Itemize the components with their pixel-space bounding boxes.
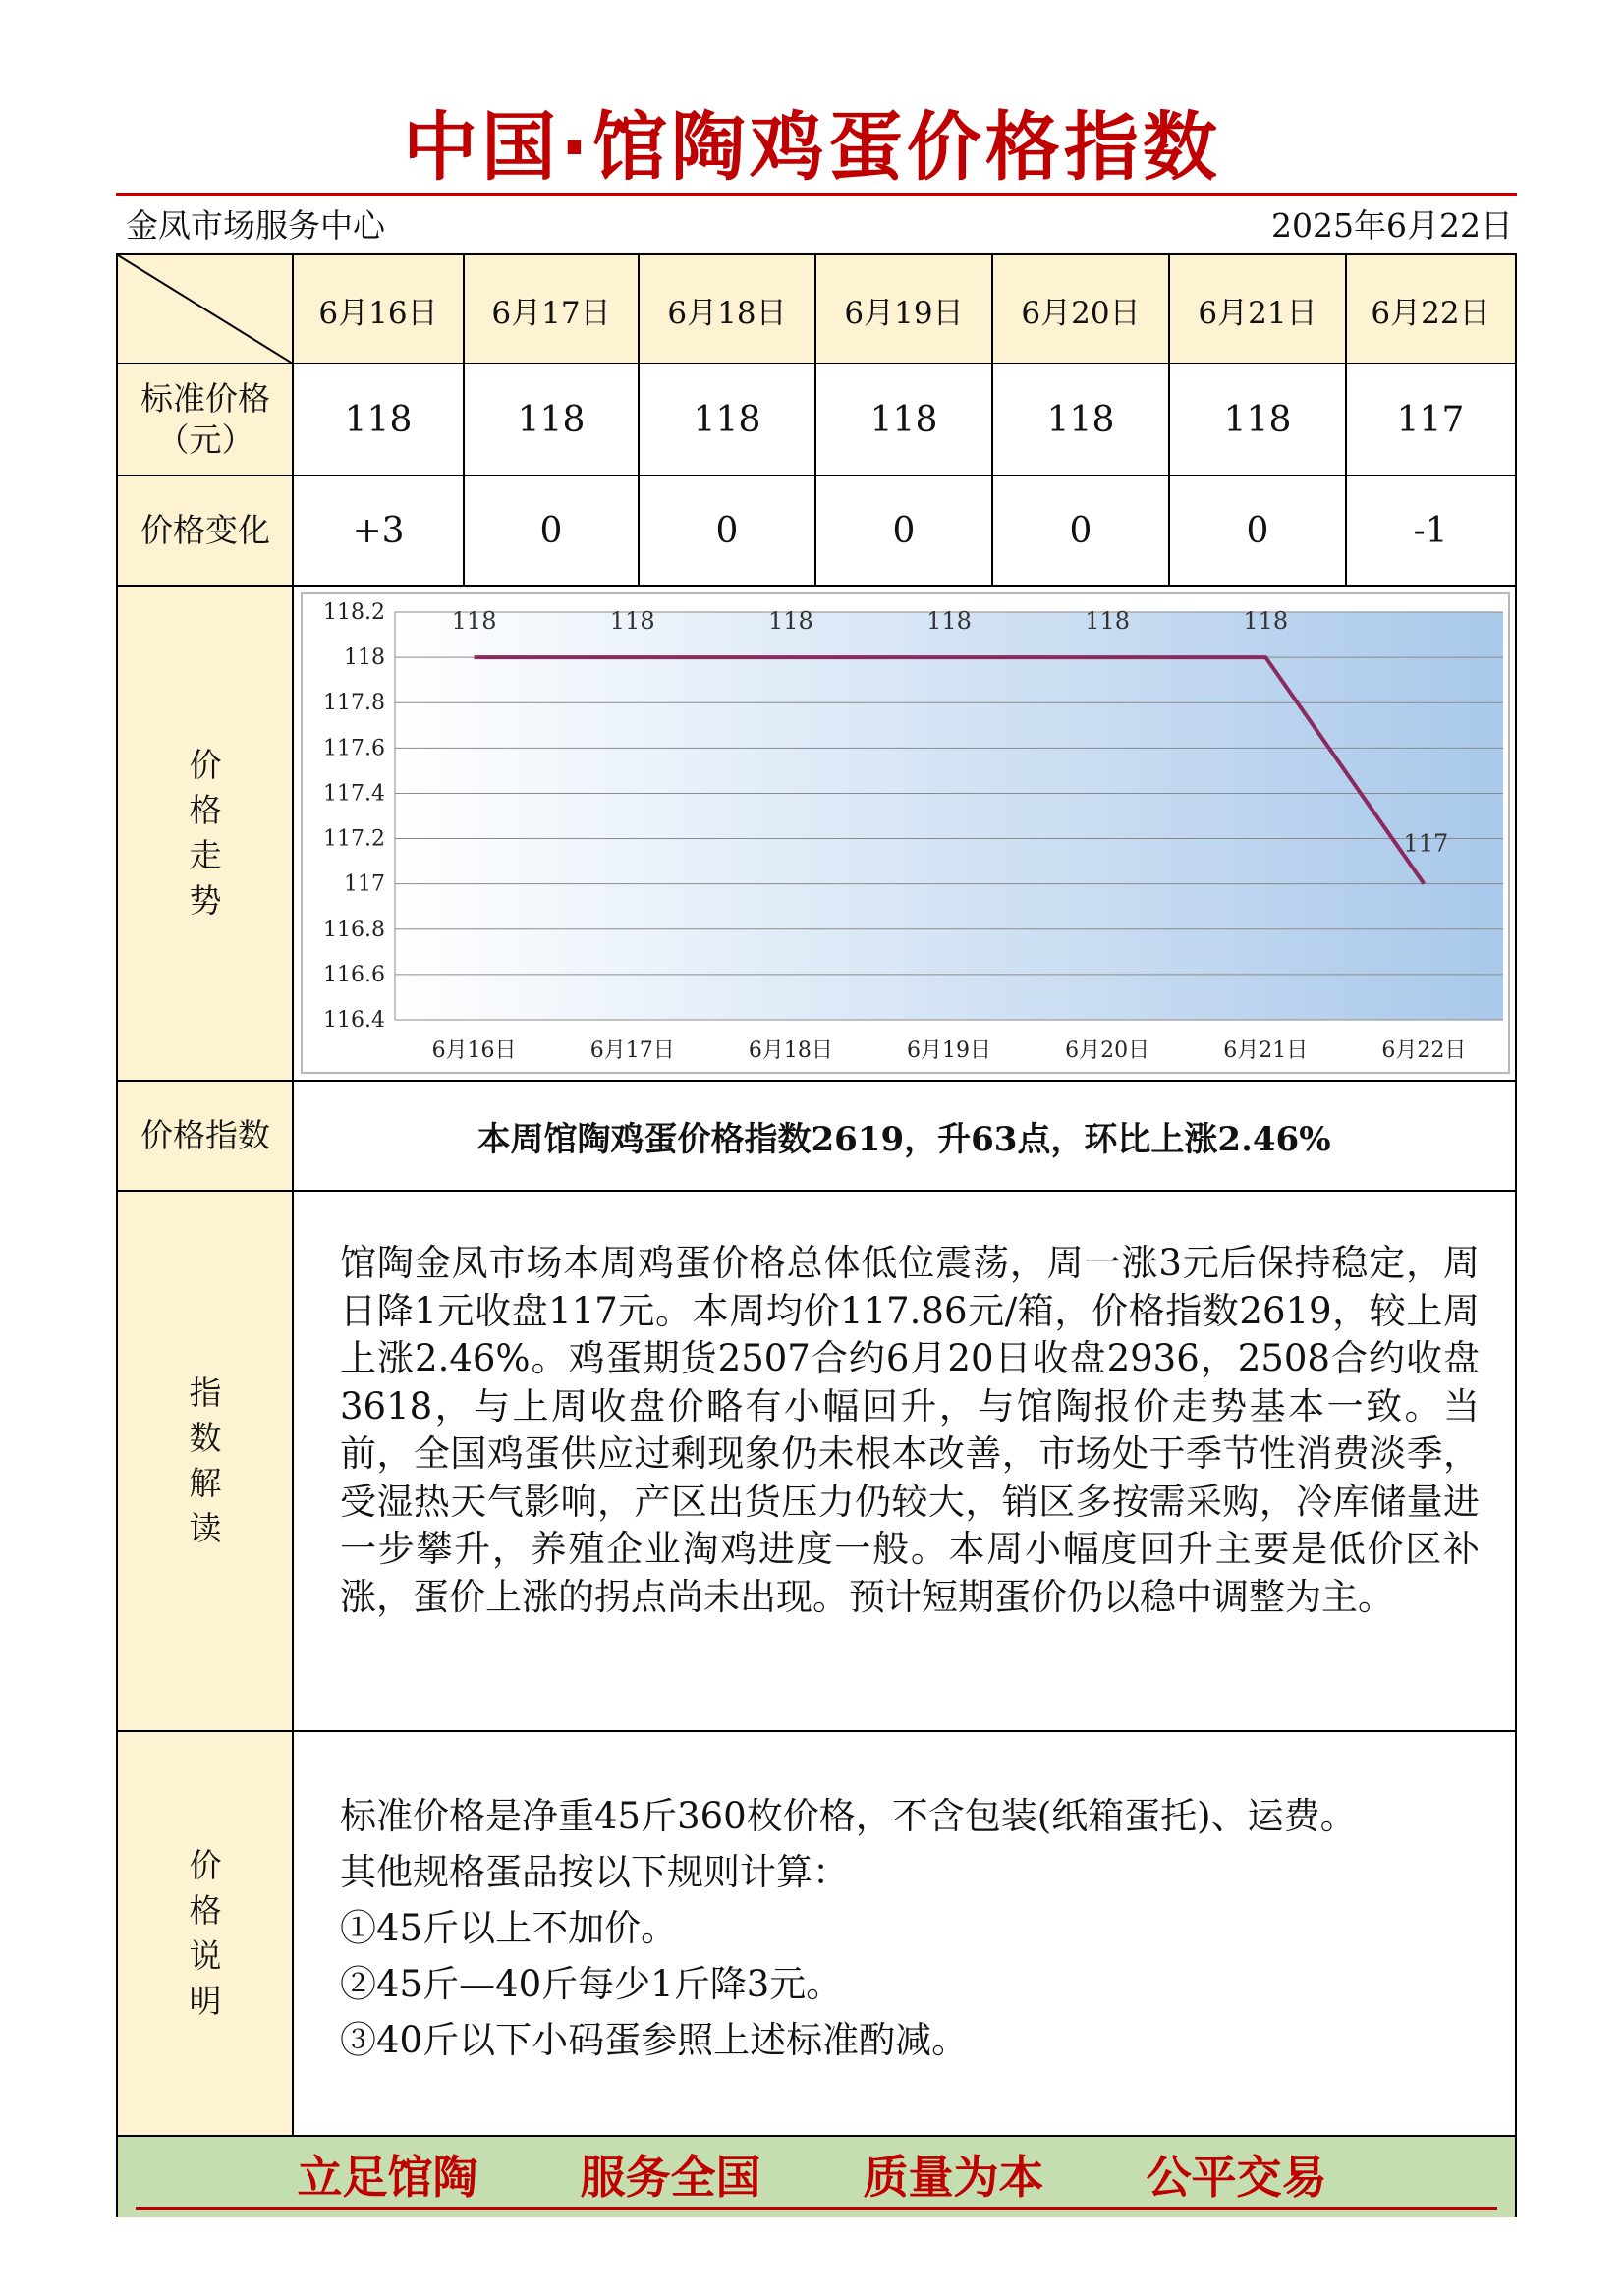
- price-cell: 118: [517, 399, 586, 440]
- date-cell: 6月16日: [318, 295, 438, 331]
- footer-slogans: [0, 2142, 1624, 2204]
- grid-line: [116, 585, 1517, 587]
- trend-label-char: 势: [189, 881, 222, 920]
- y-tick-label: 118.2: [323, 600, 385, 625]
- publisher-name: 金凤市场服务中心: [126, 206, 385, 245]
- note-line: ②45斤—40斤每少1斤降3元。: [340, 1963, 843, 2005]
- grid-line: [116, 1080, 1517, 1082]
- note-label: [118, 1731, 293, 2136]
- note-line: 标准价格是净重45斤360枚价格，不含包装(纸箱蛋托)、运费。: [340, 1795, 1357, 1837]
- date-cell: 6月17日: [491, 295, 611, 331]
- analysis-text: [340, 1240, 1480, 1621]
- x-tick-label: 6月18日: [748, 1038, 833, 1063]
- trend-label: [118, 586, 293, 1081]
- y-tick-label: 117.4: [323, 781, 385, 807]
- note-label-char: 格: [189, 1891, 222, 1930]
- x-tick-label: 6月19日: [907, 1038, 991, 1063]
- y-tick-label: 116.6: [323, 962, 385, 987]
- y-tick-label: 116.8: [323, 917, 385, 942]
- date-cell: 6月19日: [844, 295, 964, 331]
- data-label: 118: [609, 607, 655, 635]
- price-label-line1: 标准价格: [140, 379, 270, 418]
- x-tick-label: 6月16日: [431, 1038, 517, 1063]
- data-label: 118: [926, 607, 972, 635]
- analysis-label: [118, 1191, 293, 1731]
- grid-line: [1168, 253, 1170, 586]
- price-notes: [340, 1788, 1480, 2068]
- y-tick-label: 118: [344, 645, 385, 671]
- price-cell: 118: [1046, 399, 1115, 440]
- analysis-label-char: 读: [189, 1509, 222, 1547]
- price-trend-chart: [301, 592, 1510, 1074]
- data-label: 117: [1403, 829, 1449, 858]
- page-title: 中国·馆陶鸡蛋价格指数: [403, 103, 1221, 191]
- price-label-line2: （元）: [156, 420, 254, 459]
- note-line: ①45斤以上不加价。: [340, 1907, 678, 1949]
- date-cell: 6月20日: [1021, 295, 1141, 331]
- change-cell: 0: [539, 510, 563, 551]
- note-label-char: 价: [189, 1846, 222, 1884]
- grid-line: [1345, 253, 1347, 586]
- change-cell: 0: [892, 510, 916, 551]
- grid-line: [116, 1730, 1517, 1732]
- date-cell: 6月21日: [1198, 295, 1317, 331]
- footer-divider: [136, 2207, 1497, 2210]
- data-label: 118: [767, 607, 813, 635]
- change-cell: 0: [715, 510, 739, 551]
- trend-label-char: 格: [189, 791, 222, 829]
- change-cell: -1: [1413, 510, 1448, 551]
- diagonal-header-cell: [118, 255, 293, 364]
- x-tick-label: 6月17日: [589, 1038, 675, 1063]
- grid-line: [116, 475, 1517, 476]
- grid-line: [116, 1190, 1517, 1192]
- analysis-paragraph: 馆陶金凤市场本周鸡蛋价格总体低位震荡，周一涨3元后保持稳定，周日降1元收盘117元。本周均价117.86元/箱，价格指数2619，较上周上涨2.46%。鸡蛋期货2507合约6月20日收盘2936，2508合约收盘3618，与上周收盘价略有小幅回升，与馆陶报价走势基本一致。当前，全国鸡蛋供应过剩现象仍未根本改善，市场处于季节性消费淡季，受湿热天气影响，产区出货压力仍较大，销区多按需采购，冷库储量进一步攀升，养殖企业淘鸡进度一般。本周小幅度回升主要是低价区补涨，蛋价上涨的拐点尚未出现。预计短期蛋价仍以稳中调整为主。: [340, 1242, 1480, 1618]
- y-tick-label: 117.2: [323, 826, 385, 852]
- grid-line: [638, 253, 640, 586]
- index-summary: 本周馆陶鸡蛋价格指数2619，升63点，环比上涨2.46%: [476, 1119, 1331, 1159]
- trend-label-char: 价: [189, 746, 222, 784]
- price-cell: 118: [693, 399, 761, 440]
- price-cell: 117: [1396, 399, 1465, 440]
- data-label: 118: [451, 607, 497, 635]
- grid-line: [292, 253, 294, 2136]
- grid-line: [814, 253, 816, 586]
- y-tick-label: 116.4: [323, 1008, 385, 1033]
- note-line: 其他规格蛋品按以下规则计算：: [340, 1851, 849, 1893]
- index-label: 价格指数: [140, 1116, 270, 1154]
- date-cell: 6月18日: [667, 295, 787, 331]
- price-cell: 118: [344, 399, 413, 440]
- footer-slogan: 服务全国: [580, 2151, 761, 2204]
- change-cell: +3: [352, 510, 405, 551]
- footer-slogan: 立足馆陶: [297, 2151, 478, 2204]
- grid-line: [116, 2135, 1517, 2137]
- date-cell: 6月22日: [1371, 295, 1490, 331]
- x-tick-label: 6月22日: [1381, 1038, 1467, 1063]
- y-tick-label: 117.8: [323, 691, 385, 716]
- grid-line: [463, 253, 465, 586]
- footer-slogan: 质量为本: [863, 2151, 1044, 2204]
- y-tick-label: 117: [344, 871, 385, 897]
- footer-slogan: 公平交易: [1146, 2151, 1327, 2204]
- price-cell: 118: [1223, 399, 1292, 440]
- x-tick-label: 6月21日: [1223, 1038, 1309, 1063]
- publish-date: 2025年6月22日: [1271, 206, 1513, 245]
- change-cell: 0: [1246, 510, 1269, 551]
- change-cell: 0: [1069, 510, 1092, 551]
- y-tick-label: 117.6: [323, 736, 385, 761]
- data-label: 118: [1243, 607, 1289, 635]
- data-label: 118: [1085, 607, 1131, 635]
- analysis-label-char: 解: [189, 1464, 222, 1502]
- note-line: ③40斤以下小码蛋参照上述标准酌减。: [340, 2019, 969, 2061]
- analysis-label-char: 指: [189, 1373, 222, 1412]
- price-trend-chart-svg: [303, 594, 1508, 1072]
- note-label-char: 明: [189, 1982, 222, 2020]
- change-label: 价格变化: [140, 511, 270, 549]
- price-label: [118, 364, 293, 476]
- trend-label-char: 走: [189, 836, 222, 874]
- grid-line: [991, 253, 993, 586]
- note-label-char: 说: [189, 1936, 222, 1975]
- grid-line: [116, 363, 1517, 364]
- title-divider: [116, 193, 1517, 196]
- price-cell: 118: [869, 399, 938, 440]
- plot-area: [395, 612, 1503, 1020]
- analysis-label-char: 数: [189, 1419, 222, 1457]
- x-tick-label: 6月20日: [1065, 1038, 1150, 1063]
